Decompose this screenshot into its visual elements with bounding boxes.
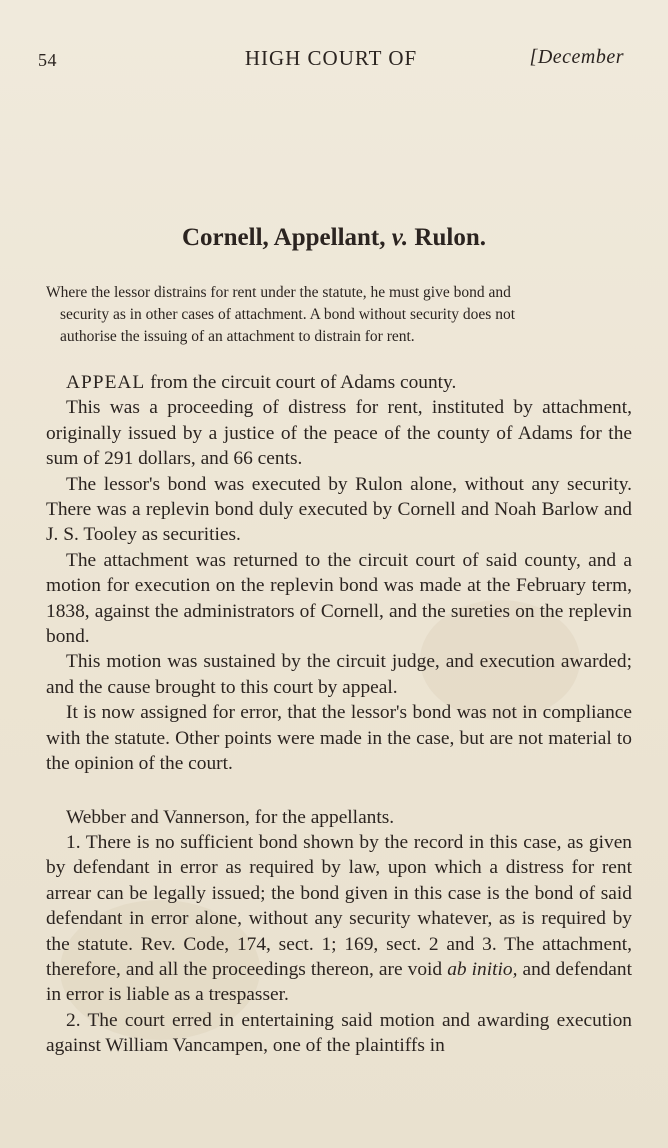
headnote-line: Where the lessor distrains for rent under the statute, he must give bond and <box>46 284 511 301</box>
paragraph-motion: This motion was sustained by the circuit judge, and execution awarded; and the cause brought to this court by appeal. <box>46 651 632 698</box>
running-head <box>38 46 624 76</box>
appellee-name: Rulon. <box>414 224 486 251</box>
appellant-name: Cornell, Appellant, <box>182 224 386 251</box>
headnote-line: security as in other cases of attachment. A bond without security does not <box>60 306 515 323</box>
paragraph-lessor-bond: The lessor's bond was executed by Rulon alone, without any security. There was a replevin bond duly executed by Cornell and Noah Barlow and J. S. Tooley as securities. <box>46 473 632 546</box>
latin-phrase: ab initio, <box>447 958 518 980</box>
appeal-lead-word: APPEAL <box>66 372 146 393</box>
paragraph-appeal <box>46 370 632 395</box>
paragraph-point-one <box>46 830 632 1008</box>
case-title <box>0 224 668 252</box>
point-one-after: and defendant in error is liable as a trespasser. <box>46 958 632 1006</box>
paragraph-attachment: The attachment was returned to the circuit court of said county, and a motion for execution on the replevin bond was made at the February term, 1838, against the administrators of Cornell, and the sureties on the replevin bond. <box>46 549 632 648</box>
point-one-before: 1. There is no sufficient bond shown by the record in this case, as given by defendant in error as required by law, upon which a distress for rent arrear can be legally issued; the bond given in this case is the bond of said defendant in error alone, without any security whatever, as is required by the statute. Rev. Code, 174, sect. 1; 169, sect. 2 and 3. The attachment, therefore, and all the proceedings thereon, are void <box>46 831 632 980</box>
headnote-line: authorise the issuing of an attachment to distrain for rent. <box>60 328 415 345</box>
paragraph-proceeding: This was a proceeding of distress for rent, instituted by attachment, originally issued by a justice of the peace of the county of Adams for the sum of 291 dollars, and 66 cents. <box>46 397 632 470</box>
versus: v. <box>391 224 409 251</box>
headnote <box>46 282 628 348</box>
page-number: 54 <box>38 50 57 70</box>
paragraph-point-two: 2. The court erred in entertaining said motion and awarding execution against William Vancampen, one of the plaintiffs in <box>46 1009 632 1057</box>
court-title: HIGH COURT OF <box>244 46 418 70</box>
body-text <box>46 370 632 1059</box>
appeal-rest: from the circuit court of Adams county. <box>145 372 457 393</box>
term-month: [December <box>529 46 624 68</box>
paragraph-counsel: Webber and Vannerson, for the appellants. <box>66 806 395 828</box>
paragraph-error: It is now assigned for error, that the lessor's bond was not in compliance with the statute. Other points were made in the case, but are not material to the opinion of the court. <box>46 702 632 775</box>
